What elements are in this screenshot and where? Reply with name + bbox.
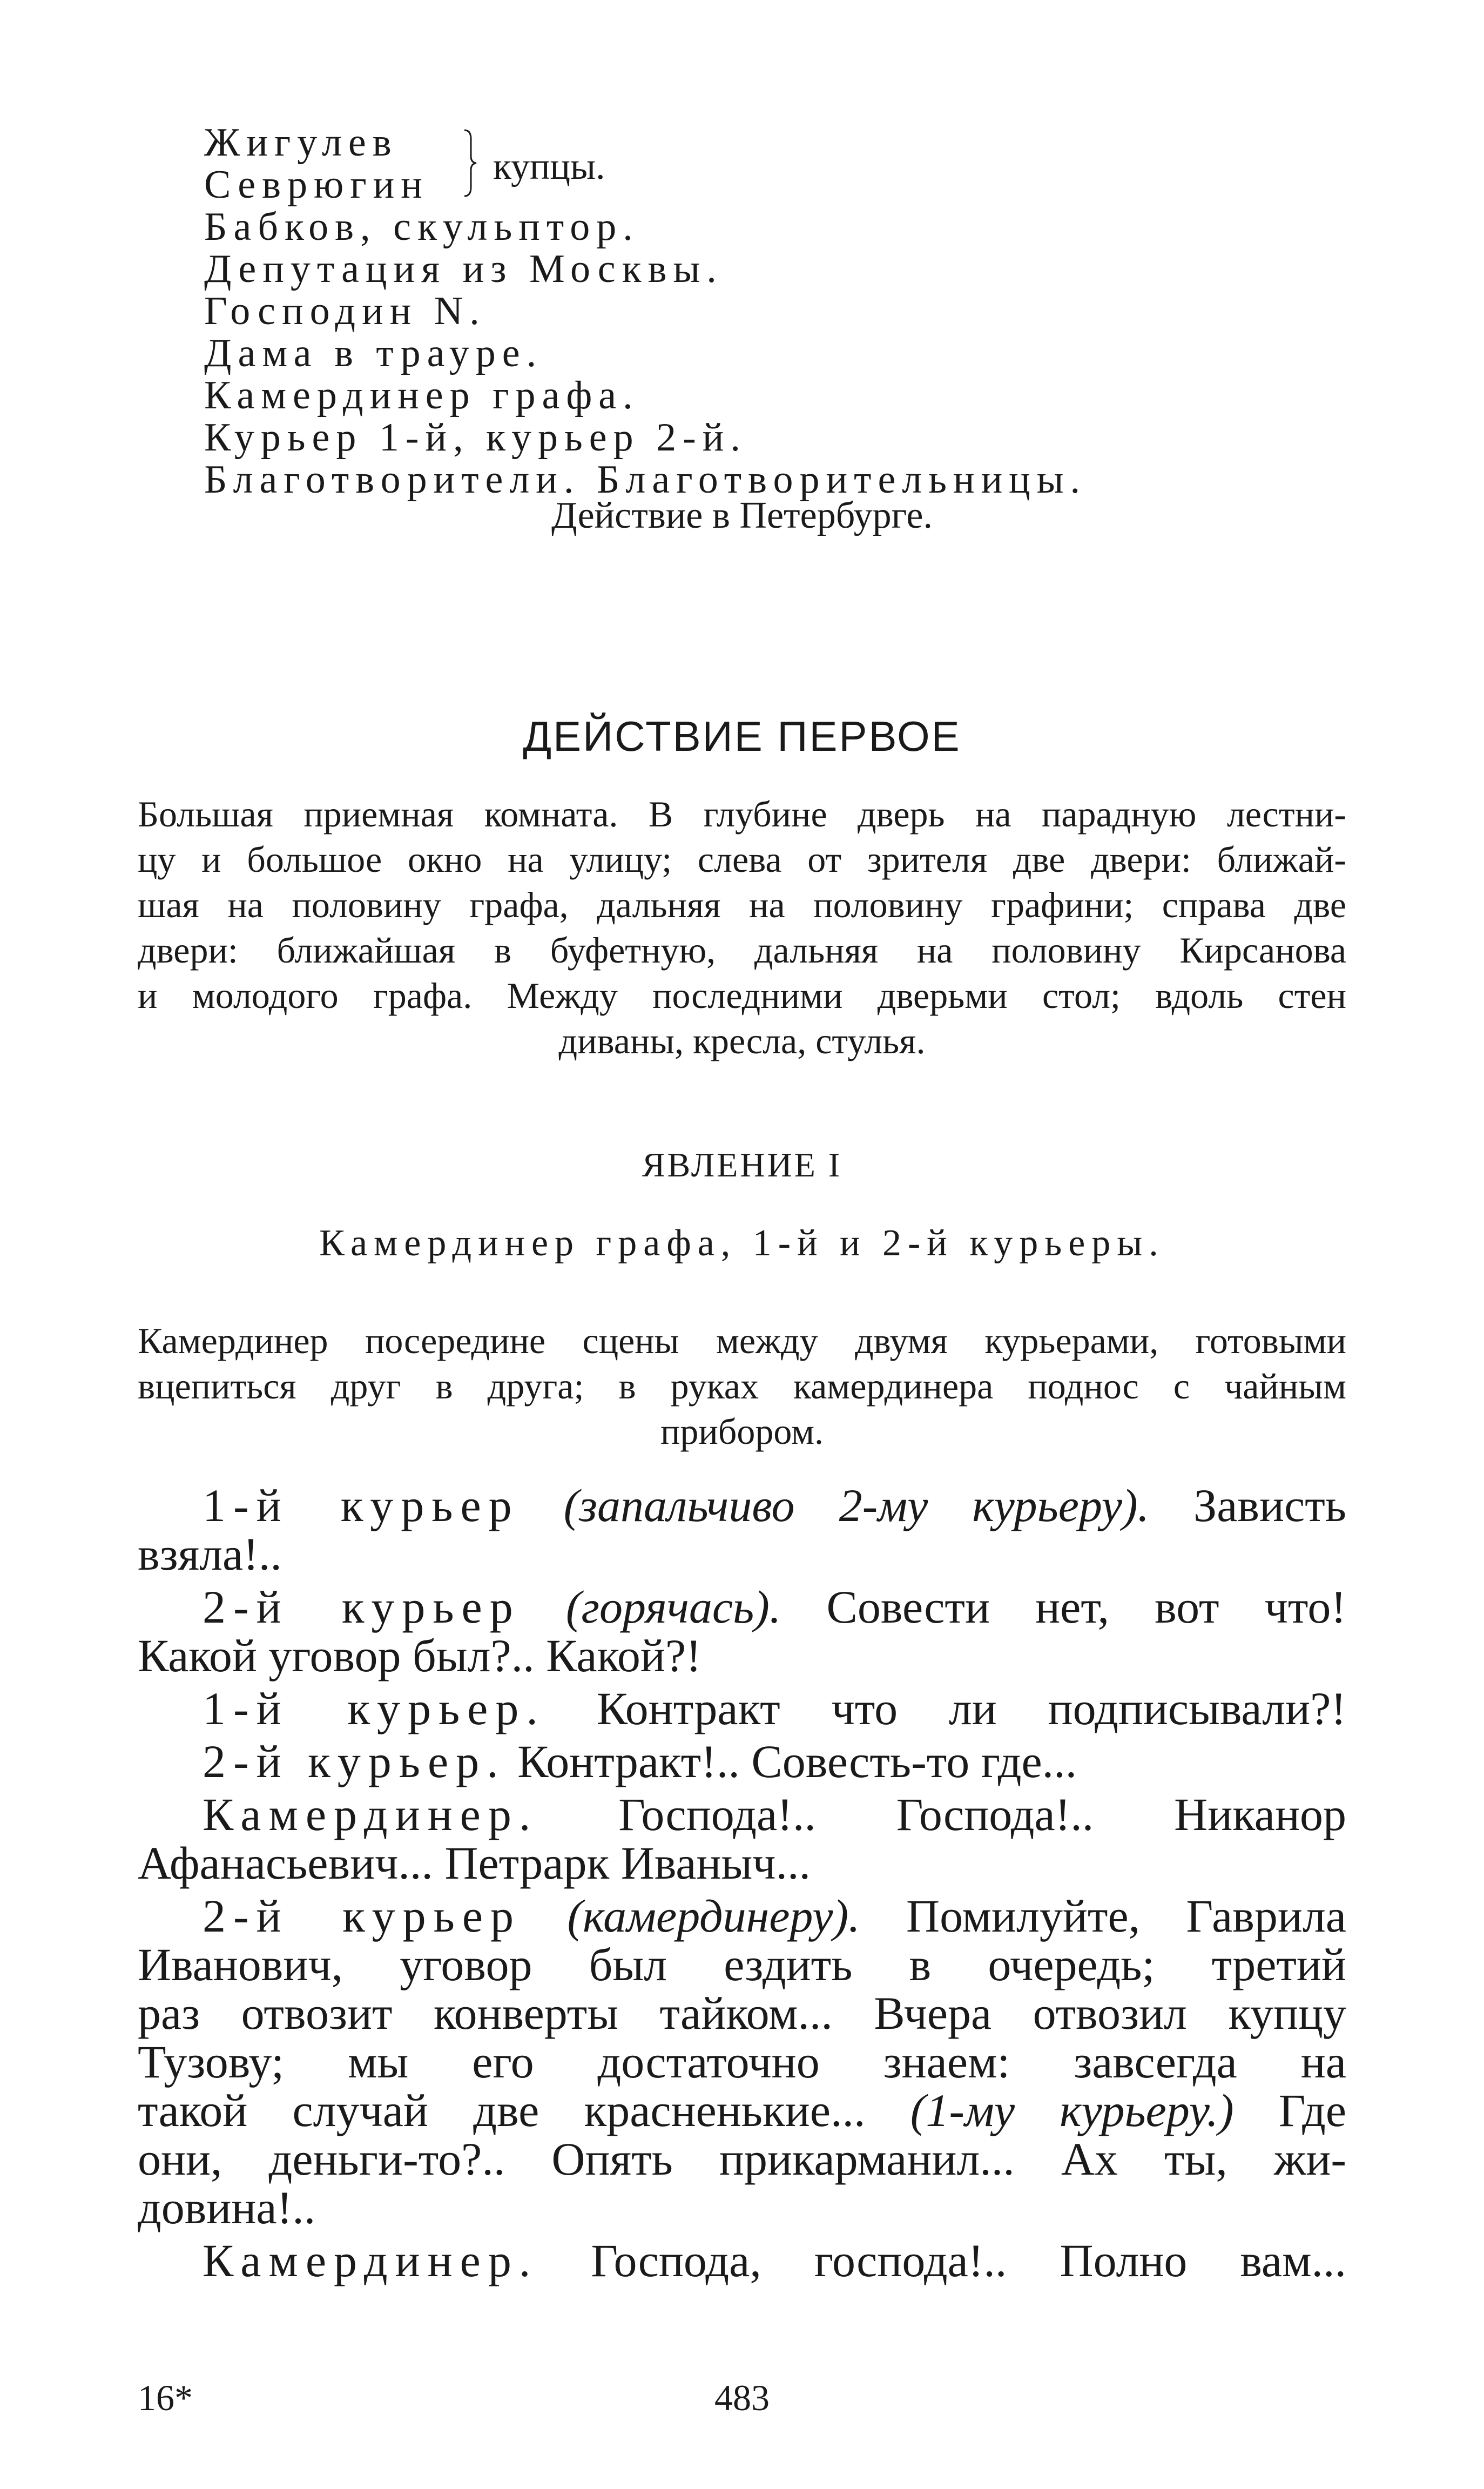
speech-text: Господа, господа!.. Полно вам...	[538, 2235, 1346, 2286]
stage-direction-line: вцепиться друг в друга; в руках камердинера поднос с чайным	[138, 1365, 1346, 1407]
stage-remark: (запальчиво 2-му курьеру).	[563, 1479, 1150, 1531]
speaker-name: 2-й курьер	[203, 1890, 522, 1942]
dialogue	[138, 1481, 1346, 2285]
dialogue-line	[138, 2236, 1346, 2285]
act-stage-direction	[138, 791, 1346, 1064]
speech-text: Господа!.. Господа!.. Никанор	[538, 1788, 1346, 1840]
stage-direction-line: прибором.	[660, 1411, 824, 1452]
speech-text: они, деньги-то?.. Опять прикарманил... Ах ты, жи-	[138, 2133, 1346, 2185]
dialogue-line	[138, 2086, 1346, 2135]
speech-text: Контракт!.. Совесть-то где...	[505, 1735, 1077, 1787]
stage-direction-line: двери: ближайшая в буфетную, дальняя на половину Кирсанова	[138, 930, 1346, 971]
brace-icon	[462, 128, 478, 198]
dialogue-line	[138, 2183, 1346, 2232]
speech-text: Совести нет, вот что!	[781, 1581, 1347, 1633]
speech-text: такой случай две красненькие...	[138, 2084, 866, 2136]
stage-direction-line: цу и большое окно на улицу; слева от зрителя две двери: ближай-	[138, 839, 1346, 880]
dialogue-line	[138, 1631, 1346, 1680]
cast-merchants-label: купцы.	[493, 146, 605, 187]
stage-remark: (камердинеру).	[567, 1890, 860, 1942]
cast-line: Господин N.	[204, 289, 486, 333]
speaker-name: 1-й курьер	[203, 1479, 520, 1531]
speaker-name: 2-й курьер.	[203, 1735, 506, 1787]
stage-direction-line: шая на половину графа, дальняя на половину графини; справа две	[138, 884, 1346, 925]
dialogue-line	[138, 1737, 1346, 1786]
dialogue-line	[138, 1684, 1346, 1733]
speaker-name: 1-й курьер.	[203, 1683, 545, 1734]
cast-merchant-1: Жигулев	[204, 120, 398, 165]
scene-stage-direction	[138, 1318, 1346, 1454]
dialogue-line	[138, 2037, 1346, 2086]
speaker-name: 2-й курьер	[203, 1581, 521, 1633]
merchants-group	[204, 122, 1284, 206]
speech-text: Тузову; мы его достаточно знаем: завсегда на	[138, 2036, 1346, 2088]
dialogue-line	[138, 1583, 1346, 1631]
speech-text: Где	[1233, 2084, 1347, 2136]
dialogue-line	[138, 1790, 1346, 1839]
dialogue-line	[138, 1892, 1346, 1940]
play-setting: Действие в Петербурге.	[551, 495, 933, 536]
speaker-name: Камердинер.	[203, 2235, 538, 2286]
cast-line: Камердинер графа.	[204, 373, 639, 418]
speech-text: Афанасьевич... Петрарк Иваныч...	[138, 1837, 811, 1889]
speech-text: Помилуйте, Гаврила	[860, 1890, 1346, 1942]
speech-text: Зависть	[1149, 1479, 1347, 1531]
dialogue-line	[138, 1940, 1346, 1989]
stage-remark: (горячась).	[565, 1581, 781, 1633]
dialogue-line	[138, 1530, 1346, 1578]
cast-line: Бабков, скульптор.	[204, 205, 639, 249]
act-title: ДЕЙСТВИЕ ПЕРВОЕ	[523, 712, 961, 760]
dialogue-line	[138, 1839, 1346, 1887]
dialogue-line	[138, 1481, 1346, 1530]
speech-text: Контракт что ли подписывали?!	[545, 1683, 1346, 1734]
cast-line: Дама в трауре.	[204, 331, 543, 375]
speech-text: Иванович, уговор был ездить в очередь; третий	[138, 1939, 1346, 1990]
speech-text: раз отвозит конверты тайком... Вчера отвозил купцу	[138, 1987, 1346, 2039]
cast-list	[204, 122, 1284, 501]
cast-line: Благотворители. Благотворительницы.	[204, 458, 1087, 502]
dialogue-line	[138, 2135, 1346, 2183]
stage-direction-line: Большая приемная комната. В глубине дверь на парадную лестни-	[138, 793, 1346, 835]
dialogue-line	[138, 1989, 1346, 2037]
stage-direction-line: диваны, кресла, стулья.	[558, 1020, 926, 1061]
cast-merchant-2: Севрюгин	[204, 163, 429, 207]
cast-line: Депутация из Москвы.	[204, 247, 723, 291]
stage-direction-line: и молодого графа. Между последними дверьми стол; вдоль стен	[138, 975, 1346, 1016]
speech-text: Какой уговор был?.. Какой?!	[138, 1630, 701, 1681]
speech-text: довина!..	[138, 2182, 316, 2234]
page-number: 483	[714, 2377, 770, 2418]
speech-text: взяла!..	[138, 1528, 282, 1580]
stage-remark: (1-му курьеру.)	[910, 2084, 1234, 2136]
scene-cast: Камердинер графа, 1-й и 2-й курьеры.	[319, 1222, 1165, 1264]
speaker-name: Камердинер.	[203, 1788, 538, 1840]
stage-direction-line: Камердинер посередине сцены между двумя курьерами, готовыми	[138, 1320, 1346, 1361]
cast-line: Курьер 1-й, курьер 2-й.	[204, 415, 747, 460]
scene-title: ЯВЛЕНИЕ I	[642, 1146, 842, 1184]
signature-mark: 16*	[138, 2377, 193, 2418]
